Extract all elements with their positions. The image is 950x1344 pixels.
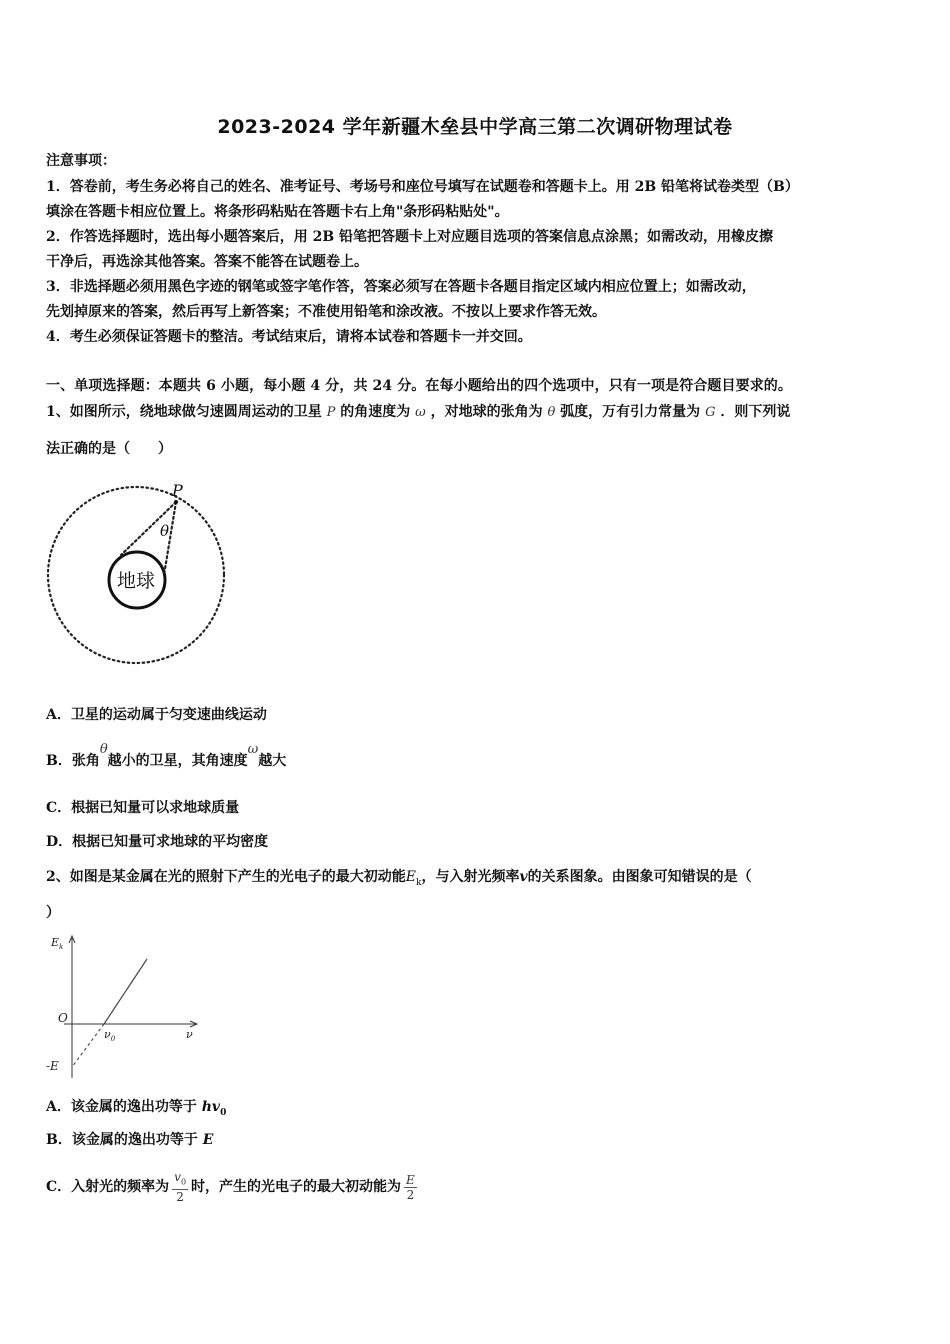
satellite-point [174, 500, 178, 504]
page-title: 2023-2024 学年新疆木垒县中学高三第二次调研物理试卷 [217, 116, 733, 138]
q1-stem [46, 403, 790, 422]
q2-stem-line2: ） [46, 905, 60, 921]
fraction-num-letter: v [174, 1170, 181, 1184]
earth-label: 地球 [117, 570, 156, 592]
fraction-denominator: 2 [176, 1190, 184, 1205]
section-heading: 一、单项选择题：本题共 6 小题，每小题 4 分，共 24 分。在每小题给出的四个选项中，只有一项是符合题目要求的。 [46, 378, 793, 394]
y-axis-letter: E [51, 936, 60, 949]
q1-orbit-figure [44, 476, 234, 672]
fraction-num-sub: 0 [180, 1177, 187, 1187]
q2-ek-symbol: E [405, 869, 416, 885]
x-intercept-label [104, 1028, 116, 1043]
q2-nu-symbol: v [519, 869, 528, 885]
angle-label: θ [160, 522, 170, 540]
option-text: 越小的卫星，其角速度 [107, 753, 248, 769]
q2-option-b-e: E [202, 1132, 214, 1148]
option-text: C．入射光的频率为 [46, 1179, 170, 1196]
option-text: 时，产生的光电子的最大初动能为 [191, 1179, 402, 1196]
q2-option-a-sub: 0 [220, 1107, 227, 1118]
q1-symbol-p: P [326, 405, 336, 420]
q1-stem-part: ，对地球的张角为 [430, 404, 543, 420]
q1-symbol-g: G [705, 405, 716, 420]
fraction-numerator [172, 1170, 188, 1190]
notice-line: 4．考生必须保证答题卡的整洁。考试结束后，请将本试卷和答题卡一并交回。 [46, 329, 532, 345]
notice-line: 1．答卷前，考生务必将自己的姓名、准考证号、考场号和座位号填写在试题卷和答题卡上。用 2B 铅笔将试卷类型（B） [46, 179, 799, 195]
q2-option-a [46, 1098, 226, 1122]
option-text: B．张角 [46, 753, 100, 769]
q1-option-d: D．根据已知量可求地球的平均密度 [46, 834, 269, 850]
q1-symbol-theta: θ [547, 405, 556, 420]
option-text: A．该金属的逸出功等于 [46, 1099, 202, 1115]
q2-option-b [46, 1131, 213, 1149]
dashed-extension [72, 1024, 104, 1067]
q2-stem [46, 868, 752, 892]
q1-option-b-omega: ω [247, 742, 259, 757]
x-intercept-letter: ν [104, 1028, 111, 1041]
y-intercept-label: -E [46, 1059, 59, 1073]
fraction-numerator: E [406, 1172, 415, 1187]
notice-line: 先划掉原来的答案，然后再写上新答案；不准使用铅笔和涂改液。不按以上要求作答无效。 [46, 304, 606, 320]
q1-option-b-theta: θ [99, 742, 108, 757]
option-text: 越大 [258, 753, 287, 769]
notice-line: 填涂在答题卡相应位置上。将条形码粘贴在答题卡右上角"条形码粘贴处"。 [46, 204, 509, 220]
q1-stem-line2: 法正确的是（ ） [46, 441, 172, 457]
option-text: B．该金属的逸出功等于 [46, 1132, 203, 1148]
origin-label: O [58, 1011, 68, 1025]
y-axis-sub: k [59, 943, 64, 951]
q1-option-b [46, 742, 287, 771]
fraction-denominator: 2 [406, 1187, 415, 1202]
q2-option-a-hv: hv [201, 1099, 221, 1115]
fraction-e-over-2 [404, 1173, 417, 1202]
x-axis-label: ν [186, 1028, 193, 1041]
q2-option-c [46, 1170, 420, 1204]
q2-stem-part: 2、如图是某金属在光的照射下产生的光电子的最大初动能 [46, 869, 406, 885]
q1-stem-part: 1、如图所示，绕地球做匀速圆周运动的卫星 [46, 404, 322, 420]
q2-ek-sub: k [415, 877, 422, 888]
notice-line: 2．作答选择题时，选出每小题答案后，用 2B 铅笔把答题卡上对应题目选项的答案信息点涂黑；如需改动，用橡皮擦 [46, 229, 774, 245]
notice-heading: 注意事项： [46, 153, 116, 169]
q2-stem-part: 的关系图象。由图象可知错误的是（ [527, 869, 752, 885]
q1-stem-part: 的角速度为 [340, 404, 411, 420]
satellite-label: P [172, 481, 183, 500]
q2-stem-part: ，与入射光频率 [421, 869, 520, 885]
q1-option-a: A．卫星的运动属于匀变速曲线运动 [46, 707, 267, 723]
q1-symbol-omega: ω [415, 405, 426, 420]
notice-line: 3．非选择题必须用黑色字迹的钢笔或签字笔作答，答案必须写在答题卡各题目指定区域内相应位置上；如需改动， [46, 279, 756, 295]
x-intercept-sub: 0 [110, 1035, 116, 1043]
y-axis-label [50, 936, 63, 951]
q2-ek-graph [44, 930, 204, 1080]
notice-line: 干净后，再选涂其他答案。答案不能答在试题卷上。 [46, 254, 368, 270]
q1-stem-part: 弧度，万有引力常量为 [560, 404, 701, 420]
q1-option-c: C．根据已知量可以求地球质量 [46, 800, 240, 816]
solid-line [104, 959, 147, 1024]
q1-stem-part: ．则下列说 [720, 404, 791, 420]
fraction-v0-over-2 [172, 1170, 188, 1204]
